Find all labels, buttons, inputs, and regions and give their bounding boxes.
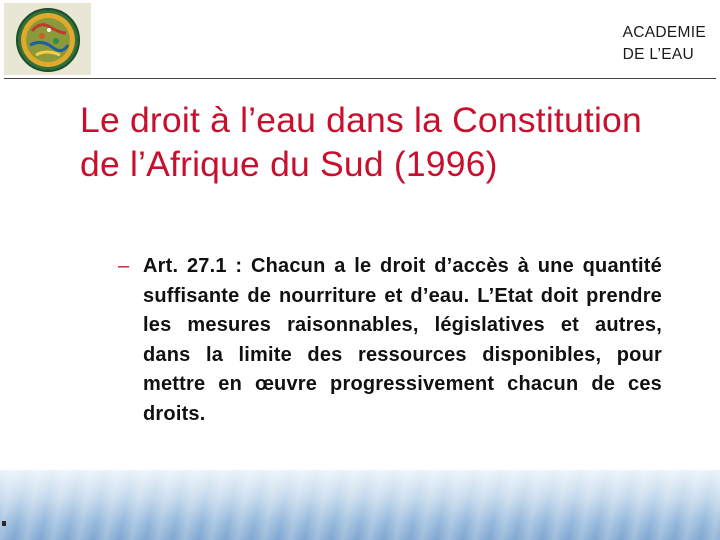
footer-marker <box>2 521 6 526</box>
organization-name-line1: ACADEMIE <box>622 24 706 41</box>
academie-logo-icon <box>4 3 91 75</box>
organization-name-line2: DE L’EAU <box>622 46 694 63</box>
header-divider <box>4 78 716 79</box>
slide-title: Le droit à l’eau dans la Constitution de l’Afrique du Sud (1996) <box>80 100 642 184</box>
bullet-text: Art. 27.1 : Chacun a le droit d’accès à une quantité suffisante de nourriture et d’eau. L’Etat doit prendre les mesures raisonnables, législatives et autres, dans la limite des ressources disponibles, pour mettre en œuvre progressivement chacun de ces droits. <box>143 255 662 425</box>
organization-name <box>623 22 706 66</box>
footer-decorative-band <box>0 470 720 540</box>
bullet-dash: – <box>118 255 130 277</box>
bullet-item <box>118 252 662 429</box>
